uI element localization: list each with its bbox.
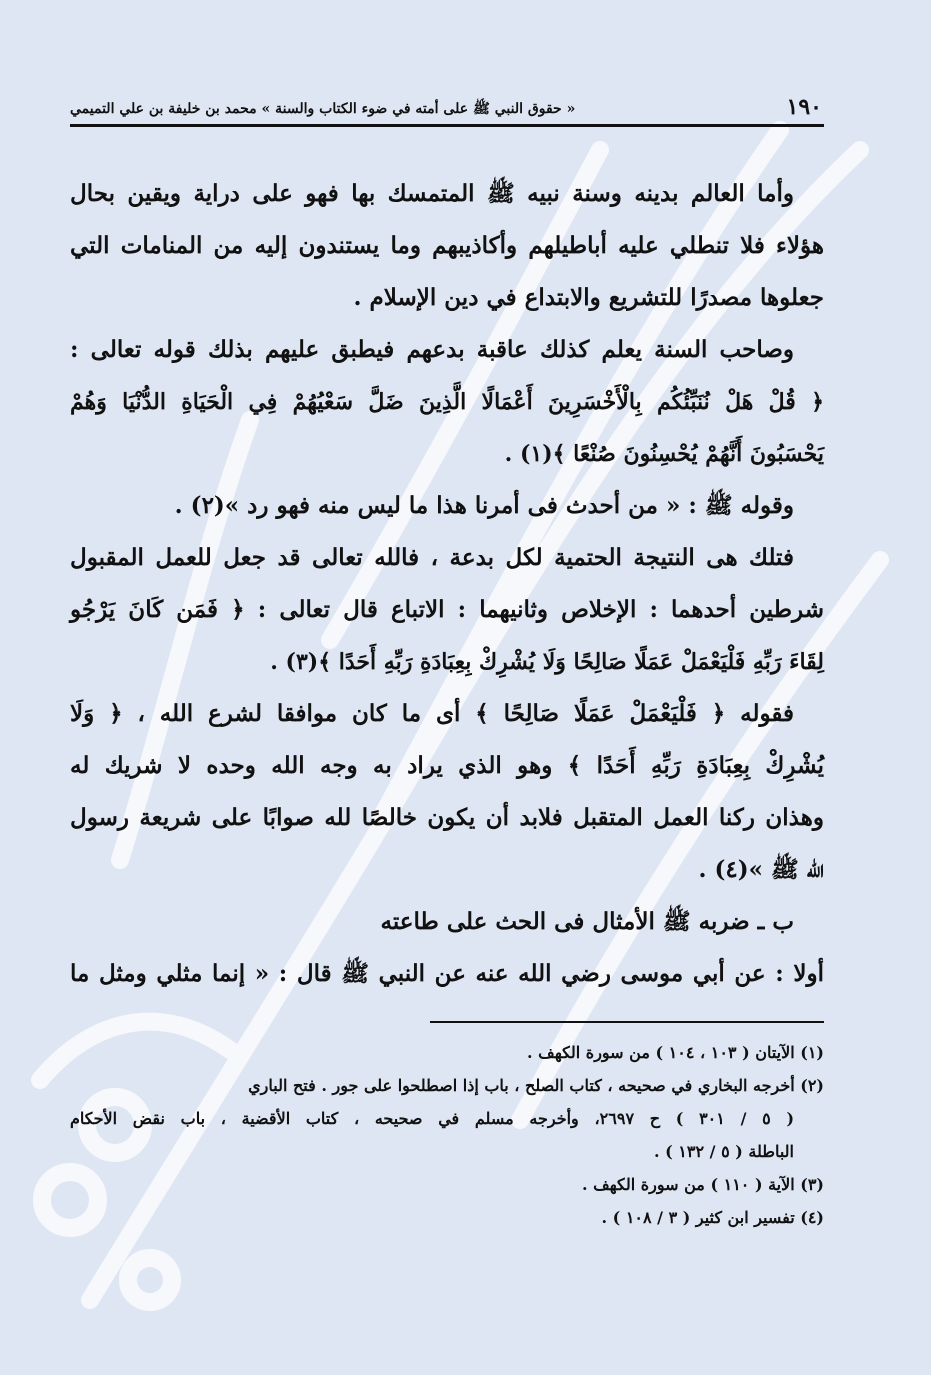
text-line: أولا : عن أبي موسى رضي الله عنه عن النبي ﷺ قال : « إنما مثلي ومثل ما bbox=[70, 960, 824, 987]
footnote-continuation: ( ٥ / ٣٠١ ) ح ٢٦٩٧، وأخرجه مسلم في صحيحه ، كتاب الأقضية ، باب نقض الأحكام bbox=[70, 1109, 795, 1128]
text-line: وأما العالم بدينه وسنة نبيه ﷺ المتمسك بها فهو على دراية ويقين بحال bbox=[70, 180, 794, 207]
quran-verse-line: ﴿ قُلْ هَلْ نُنَبِّئُكُم بِالْأَخْسَرِينَ أَعْمَالًا الَّذِينَ ضَلَّ سَعْيُهُمْ فِي الْحَيَاةِ الدُّنْيَا وَهُمْ bbox=[70, 389, 824, 415]
footnote: (٣) الآية ( ١١٠ ) من سورة الكهف . bbox=[581, 1175, 824, 1194]
running-head: « حقوق النبي ﷺ على أمته في ضوء الكتاب والسنة » محمد بن خليفة بن علي التميمي bbox=[70, 101, 576, 117]
footnote: (٤) تفسير ابن كثير ( ٣ / ١٠٨ ) . bbox=[601, 1208, 824, 1227]
header-rule bbox=[70, 124, 824, 127]
footnote: (١) الآيتان ( ١٠٣ ، ١٠٤ ) من سورة الكهف . bbox=[527, 1043, 824, 1062]
section-heading: ب ـ ضربه ﷺ الأمثال فى الحث على طاعته bbox=[380, 908, 794, 935]
text-line: فقوله ﴿ فَلْيَعْمَلْ عَمَلًا صَالِحًا ﴾ أى ما كان موافقا لشرع الله ، ﴿ وَلَا bbox=[70, 700, 794, 727]
text-line: يُشْرِكْ بِعِبَادَةِ رَبِّهِ أَحَدًا ﴾ وهو الذي يراد به وجه الله وحده لا شريك له bbox=[70, 752, 824, 779]
hadith-line: وقوله ﷺ : « من أحدث فى أمرنا هذا ما ليس منه فهو رد »(٢) . bbox=[174, 492, 794, 519]
footnote: (٢) أخرجه البخاري في صحيحه ، كتاب الصلح ، باب إذا اصطلحوا على جور . فتح الباري bbox=[248, 1076, 824, 1095]
footnote-rule bbox=[430, 1021, 824, 1023]
text-line: شرطين أحدهما : الإخلاص وثانيهما : الاتباع قال تعالى : ﴿ فَمَن كَانَ يَرْجُو bbox=[70, 596, 824, 623]
text-line: الله ﷺ »(٤) . bbox=[698, 856, 824, 883]
text-line: فتلك هى النتيجة الحتمية لكل بدعة ، فالله تعالى قد جعل للعمل المقبول bbox=[70, 544, 794, 571]
page-number: ١٩٠ bbox=[786, 94, 822, 120]
footnote-continuation: الباطلة ( ٥ / ١٣٢ ) . bbox=[654, 1142, 794, 1161]
text-line: هؤلاء فلا تنطلي عليه أباطيلهم وأكاذيبهم وما يستندون إليه من المنامات التي bbox=[70, 232, 824, 259]
page-header bbox=[70, 86, 822, 120]
text-line: وصاحب السنة يعلم كذلك عاقبة بدعهم فيطبق عليهم بذلك قوله تعالى : bbox=[70, 336, 794, 363]
quran-verse-line: لِقَاءَ رَبِّهِ فَلْيَعْمَلْ عَمَلًا صَالِحًا وَلَا يُشْرِكْ بِعِبَادَةِ رَبِّهِ أَحَدًا ﴾(٣) . bbox=[270, 649, 824, 675]
footnotes bbox=[70, 1036, 824, 1234]
text-line: جعلوها مصدرًا للتشريع والابتداع في دين الإسلام . bbox=[353, 284, 824, 311]
text-line: وهذان ركنا العمل المتقبل فلابد أن يكون خالصًا لله صوابًا على شريعة رسول bbox=[70, 804, 824, 831]
quran-verse-line: يَحْسَبُونَ أَنَّهُمْ يُحْسِنُونَ صُنْعًا ﴾(١) . bbox=[504, 441, 824, 467]
main-text bbox=[70, 168, 824, 1000]
